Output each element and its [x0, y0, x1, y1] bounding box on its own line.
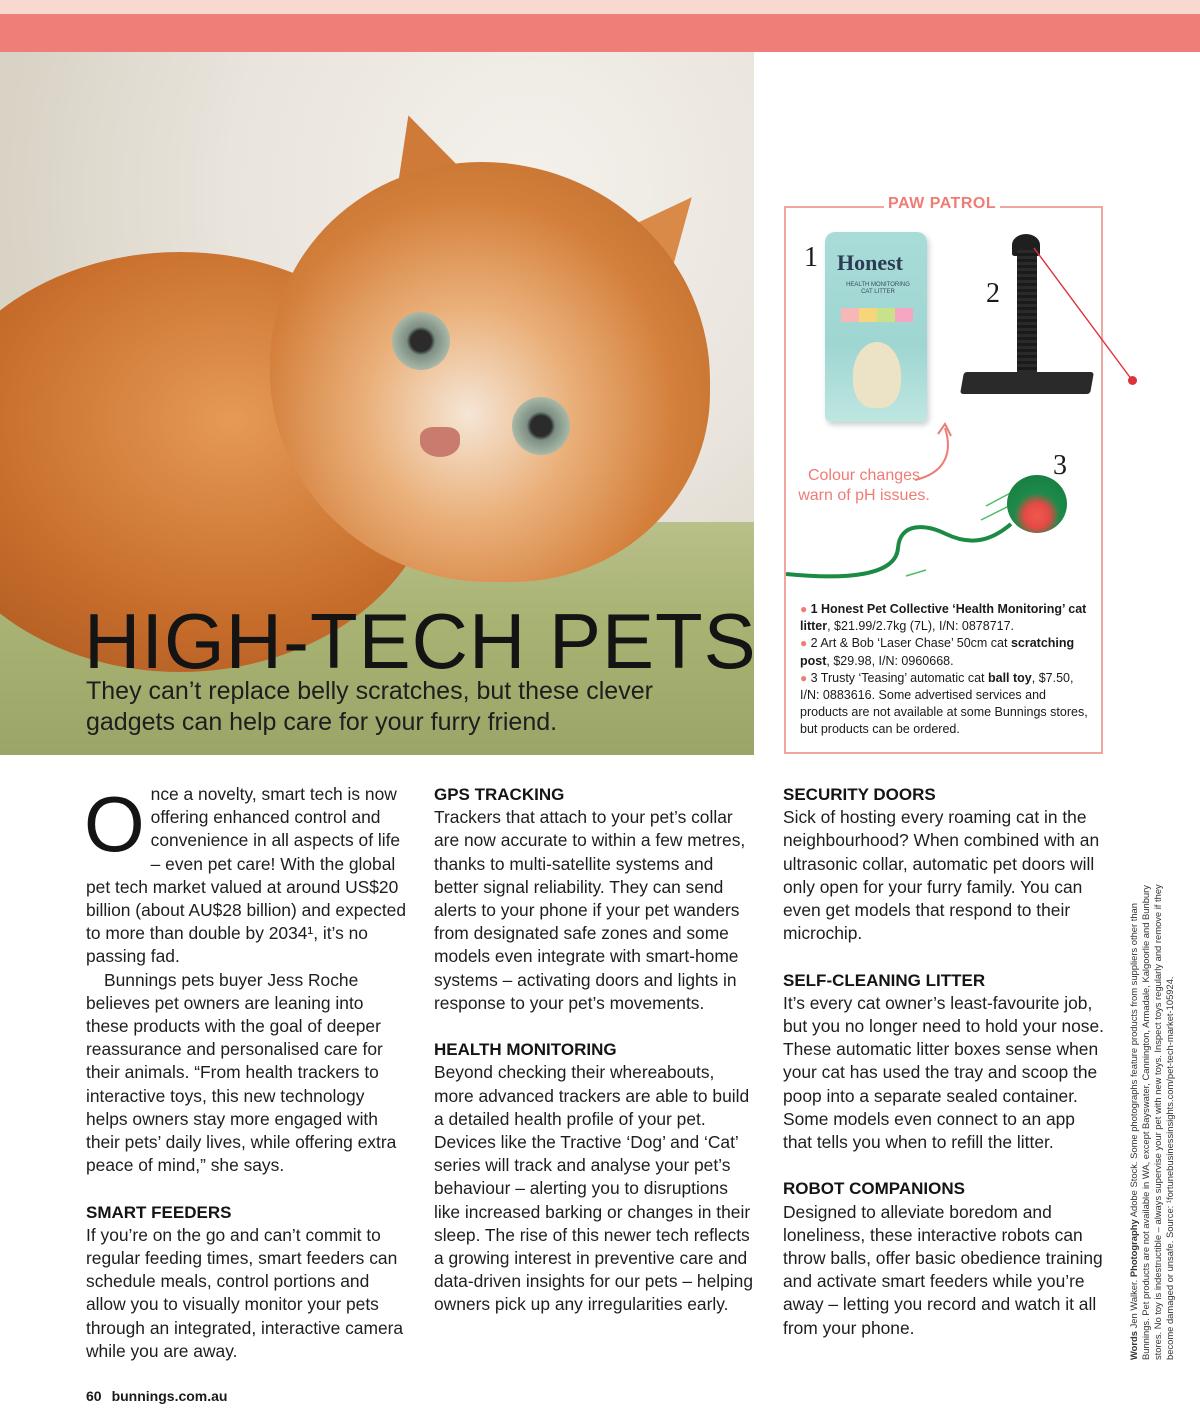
heading-security-doors: SECURITY DOORS [783, 785, 936, 804]
bag-cat-illustration [853, 342, 901, 408]
page-subtitle: They can’t replace belly scratches, but these clever gadgets can help care for your furry friend. [86, 677, 653, 736]
paragraph-security-doors: Sick of hosting every roaming cat in the neighbourhood? When combined with an ultrasonic collar, automatic pet doors will only open for your furry family. You can even get models that respond to their microchip. [783, 807, 1100, 944]
paragraph-smart-feeders: If you’re on the go and can’t commit to regular feeding times, smart feeders can schedule meals, control portions and allow you to visually monitor your pets through an integrated, interactive camera while you are away. [86, 1224, 404, 1361]
page-footer [86, 1388, 227, 1404]
ball-toy-cord [786, 486, 1026, 586]
page-number: 60 [86, 1388, 102, 1404]
product-number-2: 2 [986, 278, 1000, 309]
heading-robot-companions: ROBOT COMPANIONS [783, 1179, 965, 1199]
product-item-2: ● 2 Art & Bob ‘Laser Chase’ 50cm cat scratching post, $29.98, I/N: 0960668. [800, 636, 1075, 668]
bag-brand-logo: Honest [837, 250, 903, 275]
product-item-3: ● 3 Trusty ‘Teasing’ automatic cat ball toy, $7.50, I/N: 0883616. Some advertised services and products are not available at some Bunnings stores, but products can be ordered. [800, 670, 1088, 737]
credits-vertical: Words Jen Walker. Photography Adobe Stock. Some photographs feature products from suppliers other than Bunnings. Pet products are not available in WA, except Bayswater, Cannington, Armadale, Kalgoorlie and Bunbury stores. No toy is indestructible – always supervise your pet with new toys. Inspect toys regularly and remove if they become damaged or unsafe. Source: ¹fortunebusinessinsights.com/pet-tech-market-105924. [1128, 884, 1175, 1360]
intro-paragraph: Once a novelty, smart tech is now offering enhanced control and convenience in all aspects of life – even pet care! With the global pet tech market valued at around US$20 billion (about AU$28 billion) and expected to more than double by 2034¹, it’s no passing fad. [84, 780, 407, 967]
laser-beam-line [1030, 244, 1140, 384]
paragraph-health-monitoring: Beyond checking their whereabouts, more advanced trackers are able to build a detailed health profile of your pet. Devices like the Tractive ‘Dog’ and ‘Cat’ series will track and analyse your pet’s behaviour – alerting you to disruptions like increased barking or changes in their sleep. The rise of this newer tech reflects a growing interest in preventive care and data-driven insights for our pets – helping owners pick up any irregularities early. [434, 1062, 754, 1315]
heading-self-cleaning-litter: SELF-CLEANING LITTER [783, 970, 986, 990]
article-column-2 [434, 783, 756, 1317]
laser-dot [1128, 376, 1137, 385]
product-item-1: ● 1 Honest Pet Collective ‘Health Monitoring’ cat litter, $21.99/2.7kg (7L), I/N: 0878717. [800, 602, 1087, 634]
paragraph-buyer-quote: Bunnings pets buyer Jess Roche believes pet owners are leaning into these products with the goal of deeper reassurance and personalised care for their animals. “From health trackers to interactive toys, this new technology helps owners stay more engaged with their pets’ daily lives, while offering extra peace of mind,” she says. [86, 969, 397, 1176]
drop-cap: O [84, 780, 145, 868]
paragraph-gps-tracking: Trackers that attach to your pet’s collar are now accurate to within a few metres, thanks to multi-satellite systems and better signal reliability. They can send alerts to your phone if your pet wanders from designated safe zones and some models even integrate with smart-home systems – activating doors and lights in response to your pet’s movements. [434, 807, 746, 1013]
colour-changes-note: Colour changes warn of pH issues. [798, 467, 930, 504]
heading-smart-feeders: SMART FEEDERS [86, 1202, 232, 1222]
paragraph-robot-companions: Designed to alleviate boredom and loneliness, these interactive robots can throw balls, offer basic obedience training and activate smart feeders while you’re away – letting you record and watch it all from your phone. [783, 1201, 1103, 1338]
bullet-dot-icon: ● [800, 670, 811, 685]
product-list [800, 601, 1095, 739]
ball-toy-image [1007, 475, 1067, 533]
heading-gps-tracking: GPS TRACKING [434, 785, 565, 804]
cat-eye-right [512, 397, 570, 455]
page-title: HIGH-TECH PETS [84, 597, 757, 685]
heading-health-monitoring: HEALTH MONITORING [434, 1040, 617, 1060]
footer-site-link[interactable]: bunnings.com.au [111, 1388, 228, 1404]
paragraph-self-cleaning-litter: It’s every cat owner’s least-favourite job, but you no longer need to hold your nose. These automatic litter boxes sense when your cat has used the tray and scoop the poop into a separate sealed container. Some models even connect to an app that tells you when to refill the litter. [783, 992, 1104, 1153]
bag-subtitle: HEALTH MONITORING CAT LITTER [846, 282, 910, 295]
cat-litter-bag-image [825, 232, 927, 422]
top-band-coral [0, 14, 1200, 52]
paw-patrol-title: PAW PATROL [884, 195, 1000, 213]
bullet-dot-icon: ● [800, 636, 811, 651]
article-column-3 [783, 783, 1105, 1340]
top-band-light [0, 0, 1200, 14]
article-column-1 [84, 780, 408, 1363]
bag-colour-chart [841, 308, 913, 322]
product-number-3: 3 [1053, 450, 1067, 481]
cat-nose [420, 427, 460, 457]
product-number-1: 1 [804, 242, 818, 273]
bullet-dot-icon: ● [800, 602, 811, 616]
cat-eye-left [392, 312, 450, 370]
